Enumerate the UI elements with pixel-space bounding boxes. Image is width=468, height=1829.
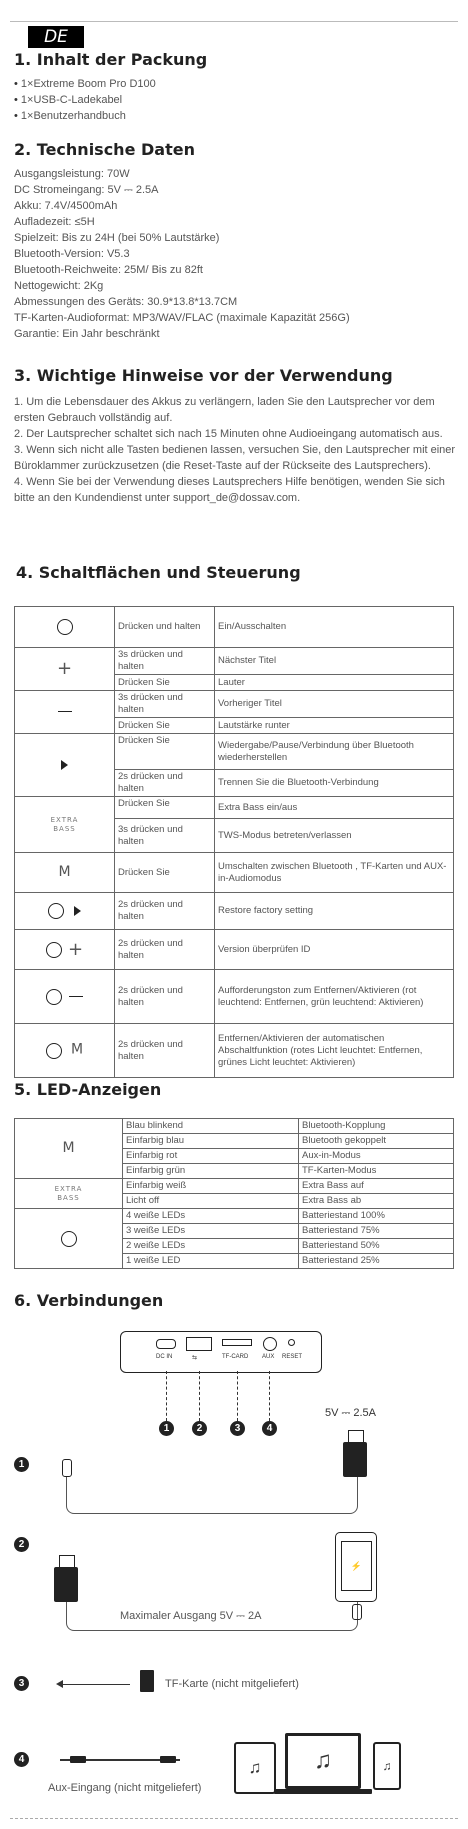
led-state-cell: 3 weiße LEDs xyxy=(123,1224,299,1239)
power-plus-combo-icon-cell xyxy=(15,930,115,970)
action-cell: 2s drücken und halten xyxy=(115,1024,215,1078)
led-meaning-cell: Batteriestand 100% xyxy=(299,1209,454,1224)
power-minus-combo-icon-cell xyxy=(15,970,115,1024)
minus-icon xyxy=(58,711,72,713)
aux-plug-icon xyxy=(160,1756,176,1763)
port-number-badge: 4 xyxy=(262,1421,277,1436)
power-button-icon-cell xyxy=(15,607,115,648)
play-icon xyxy=(61,760,68,770)
led-state-cell: 4 weiße LEDs xyxy=(123,1209,299,1224)
led-state-cell: Licht off xyxy=(123,1194,299,1209)
spec-line: Akku: 7.4V/4500mAh xyxy=(14,200,118,212)
list-item: • 1×Extreme Boom Pro D100 xyxy=(14,76,156,92)
usb-c-plug-icon xyxy=(62,1459,72,1477)
mode-button-icon-cell xyxy=(15,853,115,893)
action-cell: Drücken Sie xyxy=(115,797,215,819)
action-cell: 2s drücken und halten xyxy=(115,930,215,970)
extra-bass-label: BASS xyxy=(53,824,76,833)
function-cell: Lauter xyxy=(215,675,454,691)
plus-icon: + xyxy=(67,938,84,960)
phone-screen-icon: ⚡ xyxy=(341,1541,372,1591)
power-circle-icon xyxy=(46,989,62,1005)
section-3-title: 3. Wichtige Hinweise vor der Verwendung xyxy=(14,366,393,385)
action-cell: 2s drücken und halten xyxy=(115,893,215,930)
function-cell: Restore factory setting xyxy=(215,893,454,930)
port-leader-line xyxy=(166,1371,167,1421)
usb-a-plug-tip-icon xyxy=(348,1430,364,1444)
power-circle-icon xyxy=(46,942,62,958)
list-item: • 1×USB-C-Ladekabel xyxy=(14,92,156,108)
laptop-icon: ♫ xyxy=(285,1733,361,1789)
port-label-dc-in: DC IN xyxy=(156,1354,173,1360)
led-meaning-cell: Batteriestand 75% xyxy=(299,1224,454,1239)
led-meaning-cell: Batteriestand 25% xyxy=(299,1254,454,1269)
spec-line: Ausgangsleistung: 70W xyxy=(14,168,130,180)
speaker-port-panel xyxy=(120,1331,322,1373)
function-cell: Nächster Titel xyxy=(215,648,454,675)
power-play-combo-icon-cell xyxy=(15,893,115,930)
port-label-tf-card: TF-CARD xyxy=(222,1354,249,1360)
usb-symbol-icon: ⇆ xyxy=(192,1355,198,1361)
action-cell: Drücken und halten xyxy=(115,607,215,648)
led-meaning-cell: TF-Karten-Modus xyxy=(299,1164,454,1179)
tf-card-icon xyxy=(140,1670,154,1692)
function-cell: Ein/Ausschalten xyxy=(215,607,454,648)
led-state-cell: Einfarbig weiß xyxy=(123,1179,299,1194)
led-state-cell: Einfarbig rot xyxy=(123,1149,299,1164)
led-meaning-cell: Batteriestand 50% xyxy=(299,1239,454,1254)
dc-in-port-icon xyxy=(156,1339,176,1349)
function-cell: Umschalten zwischen Bluetooth , TF-Karten und AUX-in-Audiomodus xyxy=(215,853,454,893)
usb-a-plug-icon xyxy=(343,1442,367,1477)
connection-number-badge: 1 xyxy=(14,1457,29,1472)
usb-c-plug-icon xyxy=(352,1604,362,1620)
power-spec-label: 5V ⎓ 2.5A xyxy=(325,1407,376,1419)
led-meaning-cell: Extra Bass ab xyxy=(299,1194,454,1209)
section-5-title: 5. LED-Anzeigen xyxy=(14,1080,162,1099)
power-mode-combo-icon-cell xyxy=(15,1024,115,1078)
port-leader-line xyxy=(269,1371,270,1421)
aux-plug-icon xyxy=(70,1756,86,1763)
m-icon: M xyxy=(70,1041,84,1057)
phone-icon: ♫ xyxy=(373,1742,401,1790)
minus-icon xyxy=(69,996,83,998)
connection-number-badge: 3 xyxy=(14,1676,29,1691)
function-cell: TWS-Modus betreten/verlassen xyxy=(215,819,454,853)
spec-line: Garantie: Ein Jahr beschränkt xyxy=(14,328,160,340)
language-badge: DE xyxy=(28,26,84,48)
connection-number-badge: 2 xyxy=(14,1537,29,1552)
package-contents-list xyxy=(14,76,156,124)
led-state-cell: Einfarbig grün xyxy=(123,1164,299,1179)
insert-arrow-icon xyxy=(60,1684,130,1685)
led-state-cell: Einfarbig blau xyxy=(123,1134,299,1149)
led-meaning-cell: Extra Bass auf xyxy=(299,1179,454,1194)
function-cell: Aufforderungston zum Entfernen/Aktivieren (rot leuchtend: Entfernen, grün leuchtend: Aktivieren) xyxy=(215,970,454,1024)
function-cell: Wiedergabe/Pause/Verbindung über Bluetooth wiederherstellen xyxy=(215,734,454,770)
battery-led-icon-cell xyxy=(15,1209,123,1269)
action-cell: 2s drücken und halten xyxy=(115,770,215,797)
mode-led-icon-cell xyxy=(15,1119,123,1179)
max-output-label: Maximaler Ausgang 5V ⎓ 2A xyxy=(120,1610,262,1622)
led-meaning-cell: Bluetooth gekoppelt xyxy=(299,1134,454,1149)
charging-cable xyxy=(66,1477,358,1514)
note-paragraph: 1. Um die Lebensdauer des Akkus zu verlängern, laden Sie den Lautsprecher vor dem ersten Gebrauch vollständig auf. xyxy=(14,396,435,424)
note-paragraph: 2. Der Lautsprecher schaltet sich nach 15 Minuten ohne Audioeingang automatisch aus. xyxy=(14,428,443,440)
reset-hole-icon xyxy=(288,1339,295,1346)
play-icon xyxy=(74,906,81,916)
port-number-badge: 1 xyxy=(159,1421,174,1436)
section-6-title: 6. Verbindungen xyxy=(14,1291,164,1310)
controls-table xyxy=(14,606,454,1078)
note-paragraph: 3. Wenn sich nicht alle Tasten bedienen lassen, versuchen Sie, den Lautsprecher mit einer Büroklammer zurückzusetzen (die Reset-Taste auf der Rückseite des Lautsprechers). xyxy=(14,444,456,472)
note-paragraph: 4. Wenn Sie bei der Verwendung dieses Lautsprechers Hilfe benötigen, wenden Sie sich bitte an den Kundendienst unter support_de@dossav.com. xyxy=(14,476,445,504)
plus-button-icon-cell xyxy=(15,648,115,691)
led-table xyxy=(14,1118,454,1269)
notes xyxy=(14,394,458,506)
insert-arrow-head-icon xyxy=(56,1680,63,1688)
action-cell: Drücken Sie xyxy=(115,734,215,770)
function-cell: Lautstärke runter xyxy=(215,718,454,734)
bottom-rule xyxy=(10,1818,458,1820)
extra-bass-button-icon-cell xyxy=(15,797,115,853)
port-number-badge: 3 xyxy=(230,1421,245,1436)
function-cell: Version überprüfen ID xyxy=(215,930,454,970)
tf-card-slot-icon xyxy=(222,1339,252,1346)
tablet-icon: ♫ xyxy=(234,1742,276,1794)
aux-label: Aux-Eingang (nicht mitgeliefert) xyxy=(48,1782,202,1794)
section-2-title: 2. Technische Daten xyxy=(14,140,195,159)
function-cell: Vorheriger Titel xyxy=(215,691,454,718)
port-label-reset: RESET xyxy=(282,1354,303,1360)
usb-port-icon xyxy=(186,1337,212,1351)
port-leader-line xyxy=(199,1371,200,1421)
spec-line: Nettogewicht: 2Kg xyxy=(14,280,104,292)
minus-button-icon-cell xyxy=(15,691,115,734)
spec-line: Bluetooth-Version: V5.3 xyxy=(14,248,130,260)
section-1-title: 1. Inhalt der Packung xyxy=(14,50,208,69)
action-cell: 3s drücken und halten xyxy=(115,648,215,675)
section-4-title: 4. Schaltflächen und Steuerung xyxy=(16,563,301,582)
top-rule xyxy=(10,21,458,22)
action-cell: Drücken Sie xyxy=(115,853,215,893)
tf-card-label: TF-Karte (nicht mitgeliefert) xyxy=(165,1678,299,1690)
connection-number-badge: 4 xyxy=(14,1752,29,1767)
action-cell: 3s drücken und halten xyxy=(115,819,215,853)
spec-line: Spielzeit: Bis zu 24H (bei 50% Lautstärke) xyxy=(14,232,220,244)
usb-a-plug-icon xyxy=(54,1567,78,1602)
action-cell: Drücken Sie xyxy=(115,718,215,734)
spec-line: Abmessungen des Geräts: 30.9*13.8*13.7CM xyxy=(14,296,238,308)
m-icon: M xyxy=(62,1139,75,1156)
power-circle-icon xyxy=(61,1231,77,1247)
led-meaning-cell: Aux-in-Modus xyxy=(299,1149,454,1164)
port-number-badge: 2 xyxy=(192,1421,207,1436)
aux-port-icon xyxy=(263,1337,277,1351)
extra-bass-led-icon-cell xyxy=(15,1179,123,1209)
port-label-aux: AUX xyxy=(262,1354,275,1360)
list-item: • 1×Benutzerhandbuch xyxy=(14,108,156,124)
power-circle-icon xyxy=(48,903,64,919)
action-cell: 2s drücken und halten xyxy=(115,970,215,1024)
led-state-cell: Blau blinkend xyxy=(123,1119,299,1134)
laptop-base-icon xyxy=(274,1789,372,1794)
function-cell: Trennen Sie die Bluetooth-Verbindung xyxy=(215,770,454,797)
action-cell: Drücken Sie xyxy=(115,675,215,691)
function-cell: Extra Bass ein/aus xyxy=(215,797,454,819)
power-circle-icon xyxy=(57,619,73,635)
spec-line: Aufladezeit: ≤5H xyxy=(14,216,95,228)
extra-bass-label: EXTRA xyxy=(50,815,79,824)
extra-bass-label: BASS xyxy=(57,1193,80,1202)
plus-icon: + xyxy=(56,657,73,679)
spec-line: Bluetooth-Reichweite: 25M/ Bis zu 82ft xyxy=(14,264,203,276)
led-state-cell: 2 weiße LEDs xyxy=(123,1239,299,1254)
led-state-cell: 1 weiße LED xyxy=(123,1254,299,1269)
spec-line: DC Stromeingang: 5V ⎓ 2.5A xyxy=(14,184,159,196)
port-leader-line xyxy=(237,1371,238,1421)
led-meaning-cell: Bluetooth-Kopplung xyxy=(299,1119,454,1134)
spec-line: TF-Karten-Audioformat: MP3/WAV/FLAC (maximale Kapazität 256G) xyxy=(14,312,350,324)
extra-bass-label: EXTRA xyxy=(54,1184,83,1193)
power-circle-icon xyxy=(46,1043,62,1059)
play-button-icon-cell xyxy=(15,734,115,797)
tech-specs xyxy=(14,166,350,342)
function-cell: Entfernen/Aktivieren der automatischen Abschaltfunktion (rotes Licht leuchtet: Entfernen, grünes Licht leuchtet: Aktivieren) xyxy=(215,1024,454,1078)
action-cell: 3s drücken und halten xyxy=(115,691,215,718)
m-icon: M xyxy=(58,863,71,880)
